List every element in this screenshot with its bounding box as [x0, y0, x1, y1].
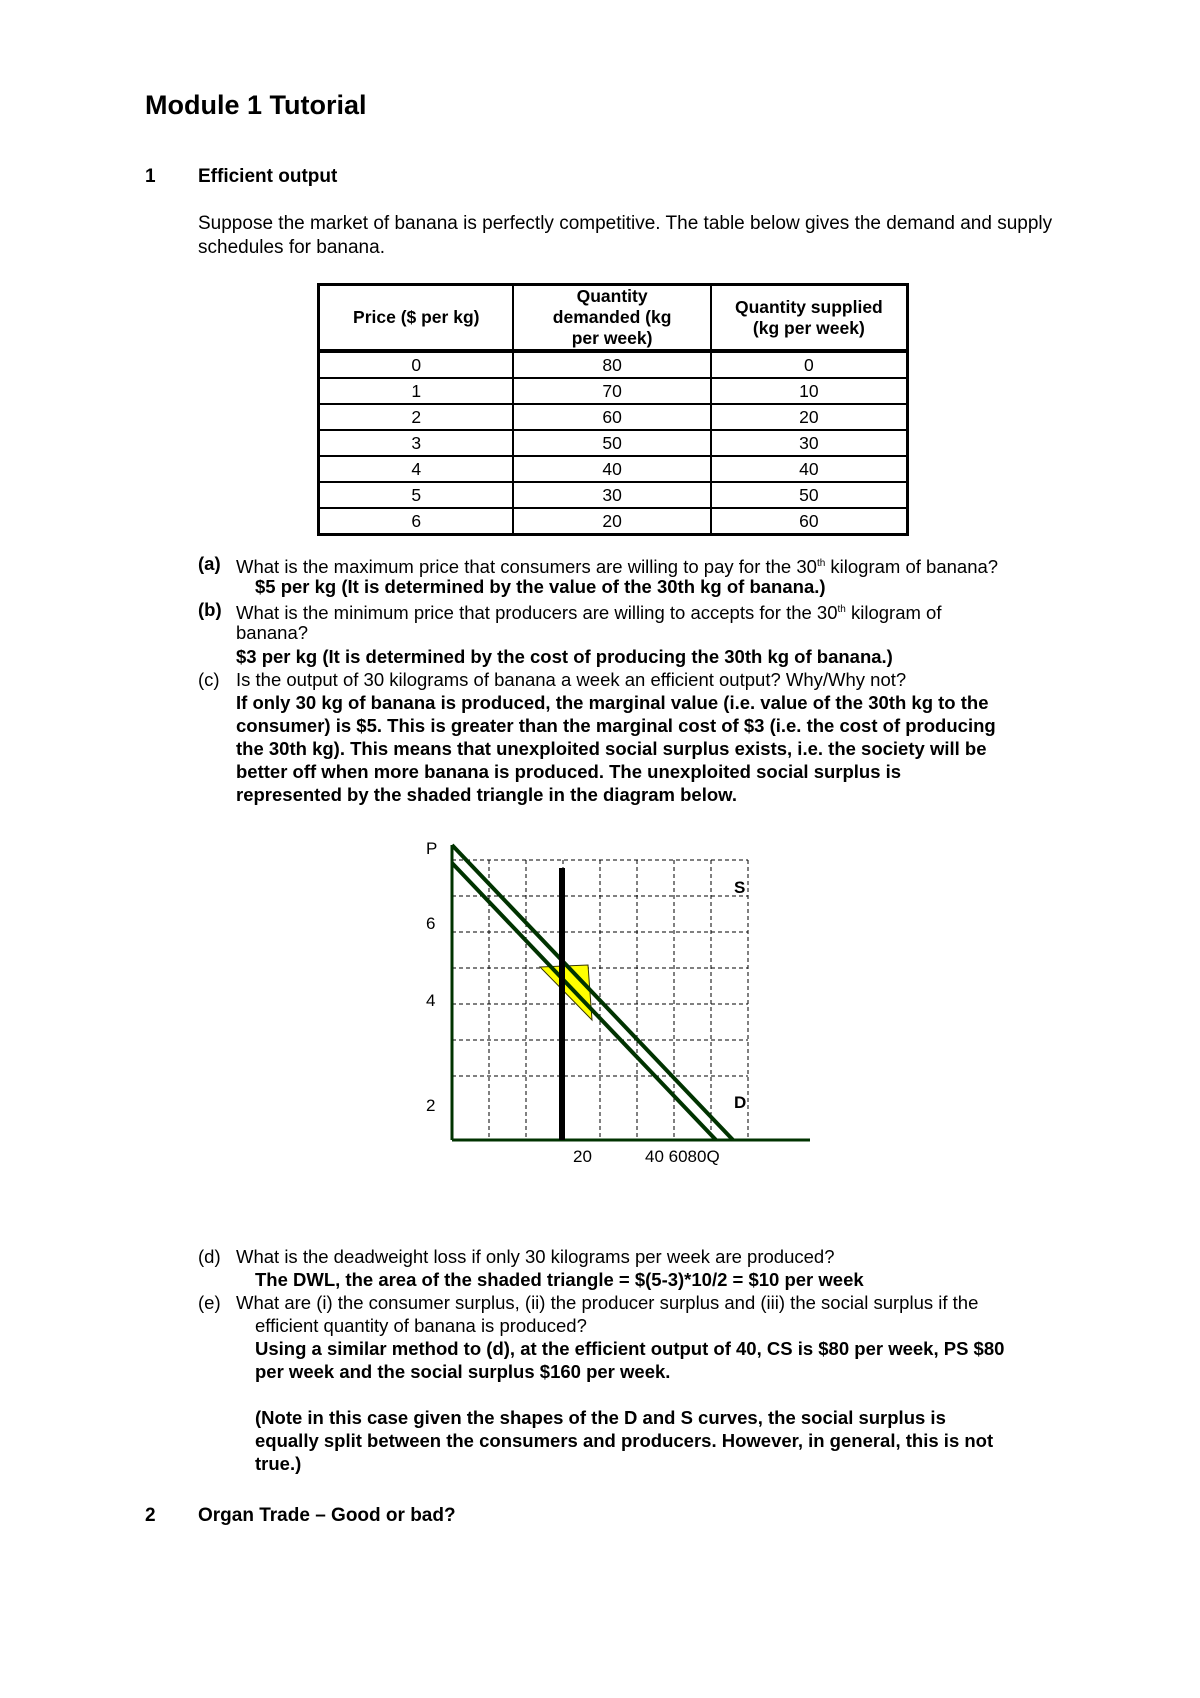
answer-text: The DWL, the area of the shaded triangle = $(5-3)*10/2 = $10 per week [255, 1269, 864, 1290]
curve-upper [452, 845, 733, 1140]
header-price: Price ($ per kg) [353, 307, 480, 327]
question-label: (b) [198, 599, 222, 620]
answer-line: better off when more banana is produced. The unexploited social surplus is [236, 761, 902, 782]
table-cell: 0 [319, 351, 514, 378]
question-text-line2: banana? [236, 622, 309, 643]
table-row [319, 508, 908, 535]
column-header [711, 285, 908, 352]
x-tick-text: 40 6080Q [645, 1147, 720, 1166]
question-label: (e) [198, 1292, 221, 1313]
question-text: What is the deadweight loss if only 30 kilograms per week are produced? [236, 1246, 835, 1267]
table-cell: 5 [319, 482, 514, 508]
question-label: (a) [198, 553, 221, 574]
question-text: Is the output of 30 kilograms of banana a week an efficient output? Why/Why not? [236, 669, 907, 690]
answer-line: the 30th kg). This means that unexploited social surplus exists, i.e. the society will be [236, 738, 987, 759]
question-text-part: kilogram of banana? [825, 556, 999, 578]
schedule-table [317, 283, 909, 536]
table-cell: 50 [711, 482, 908, 508]
table-cell: 50 [513, 430, 710, 456]
question-text-line2: efficient quantity of banana is produced? [255, 1315, 587, 1336]
table-cell: 20 [711, 404, 908, 430]
table-cell: 30 [513, 482, 710, 508]
table-cell: 30 [711, 430, 908, 456]
superscript: th [837, 604, 846, 615]
superscript: th [816, 558, 826, 569]
note-line: equally split between the consumers and producers. However, in general, this is not [255, 1430, 994, 1451]
table-cell: 60 [711, 508, 908, 535]
header-qs: Quantity supplied (kg per week) [734, 296, 883, 338]
dwl-triangle [540, 965, 592, 1020]
header-qd: Quantity demanded (kg per week) [552, 286, 672, 348]
table-cell: 4 [319, 456, 514, 482]
section-heading: Efficient output [198, 166, 338, 187]
table-cell: 80 [513, 351, 710, 378]
table-row [319, 430, 908, 456]
note-line: true.) [255, 1453, 302, 1474]
page-title: Module 1 Tutorial [145, 90, 367, 120]
table-cell: 6 [319, 508, 514, 535]
answer-line: per week and the social surplus $160 per week. [255, 1361, 671, 1382]
table-row [319, 378, 908, 404]
supply-label: S [734, 878, 746, 897]
question-text-part: kilogram of [845, 602, 942, 624]
answer-line: Using a similar method to (d), at the efficient output of 40, CS is $80 per week, PS $80 [255, 1338, 1005, 1359]
answer-line: If only 30 kg of banana is produced, the marginal value (i.e. value of the 30th kg to the [236, 692, 989, 713]
answer-text: $3 per kg (It is determined by the cost of producing the 30th kg of banana.) [236, 646, 893, 667]
demand-label: D [734, 1093, 747, 1112]
table-row [319, 482, 908, 508]
y-tick-label: 2 [426, 1096, 436, 1115]
table-row [319, 404, 908, 430]
question-label: (c) [198, 669, 220, 690]
table-row [319, 456, 908, 482]
table-cell: 70 [513, 378, 710, 404]
column-header [513, 285, 710, 352]
supply-demand-chart [400, 825, 820, 1170]
column-header [319, 285, 514, 352]
y-tick-label: 4 [426, 991, 436, 1010]
table-cell: 2 [319, 404, 514, 430]
question-text-part: What is the maximum price that consumers are willing to pay for the 30 [236, 556, 817, 578]
table-cell: 40 [513, 456, 710, 482]
table-row [319, 351, 908, 378]
question-label: (d) [198, 1246, 221, 1267]
table-cell: 60 [513, 404, 710, 430]
table-cell: 20 [513, 508, 710, 535]
table-cell: 40 [711, 456, 908, 482]
y-axis-label: P [426, 839, 438, 858]
answer-line: represented by the shaded triangle in the diagram below. [236, 784, 737, 805]
question-text: What are (i) the consumer surplus, (ii) the producer surplus and (iii) the social surplus if the [236, 1292, 979, 1313]
y-tick-label: 6 [426, 914, 436, 933]
curve-lower [452, 863, 716, 1140]
intro-paragraph: Suppose the market of banana is perfectly competitive. The table below gives the demand and supply schedules for banana. [198, 213, 1053, 258]
answer-line: consumer) is $5. This is greater than the marginal cost of $3 (i.e. the cost of producing [236, 715, 996, 736]
table-cell: 1 [319, 378, 514, 404]
question-text-part: What is the minimum price that producers are willing to accepts for the 30 [236, 602, 838, 624]
table-cell: 10 [711, 378, 908, 404]
note-line: (Note in this case given the shapes of the D and S curves, the social surplus is [255, 1407, 946, 1428]
section-number: 1 [145, 166, 156, 187]
answer-text: $5 per kg (It is determined by the value of the 30th kg of banana.) [255, 576, 826, 597]
section-heading: Organ Trade – Good or bad? [198, 1505, 456, 1526]
table-cell: 0 [711, 351, 908, 378]
section-number: 2 [145, 1505, 156, 1526]
table-cell: 3 [319, 430, 514, 456]
table-header-row [319, 285, 908, 352]
x-tick-label: 20 [573, 1147, 592, 1166]
